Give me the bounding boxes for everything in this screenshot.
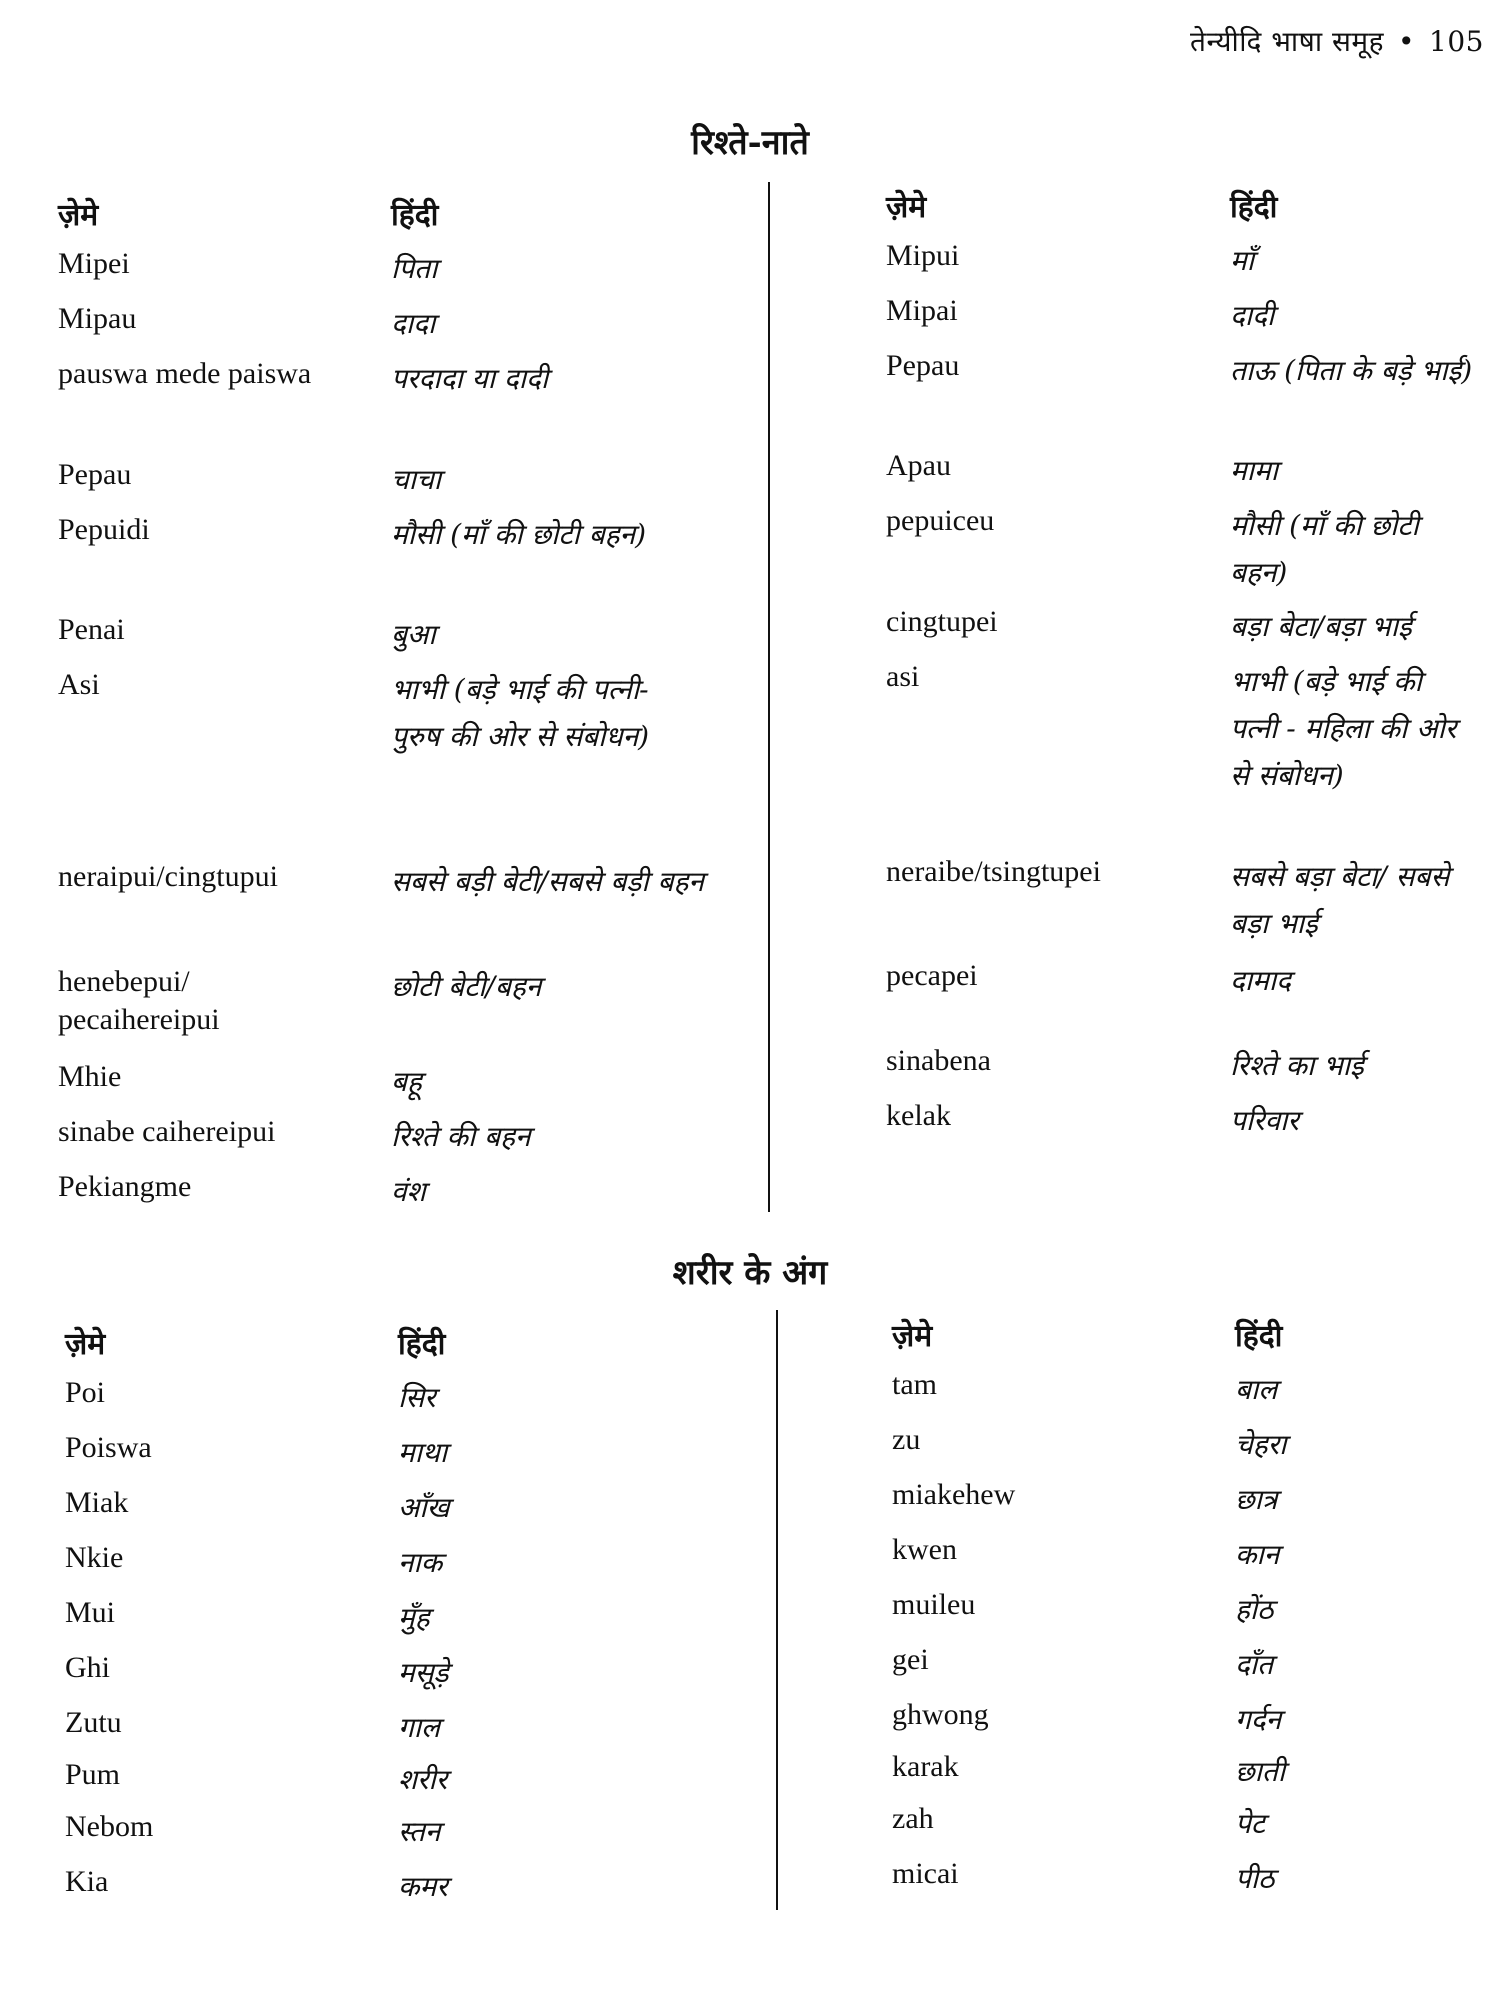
hindi-meaning: मौसी (माँ की छोटी बहन)	[1230, 509, 1419, 589]
zeme-word: neraibe/tsingtupei	[886, 855, 1101, 888]
zeme-word: Kia	[65, 1865, 109, 1898]
zeme-word: Pum	[65, 1758, 121, 1791]
hindi-meaning: आँख	[398, 1491, 450, 1524]
zeme-word: Penai	[58, 613, 125, 646]
hindi-meaning: दाँत	[1235, 1648, 1274, 1681]
zeme-word: muileu	[892, 1588, 976, 1621]
hindi-meaning: चेहरा	[1235, 1428, 1287, 1461]
hindi-meaning: रिश्ते की बहन	[391, 1120, 531, 1153]
hindi-meaning: परदादा या दादी	[391, 362, 549, 395]
zeme-word: karak	[892, 1750, 959, 1783]
zeme-word: pauswa mede paiswa	[58, 357, 312, 390]
zeme-word: kelak	[886, 1099, 951, 1132]
hindi-meaning: चाचा	[391, 463, 442, 496]
column-header-zeme: ज़ेमे	[892, 1319, 933, 1354]
hindi-meaning: छात्र	[1235, 1483, 1278, 1516]
hindi-meaning: मामा	[1230, 454, 1278, 487]
zeme-word: Ghi	[65, 1651, 110, 1684]
zeme-word: Mipai	[886, 294, 958, 327]
zeme-word: Mipei	[58, 247, 130, 280]
hindi-meaning: माथा	[398, 1436, 448, 1469]
zeme-word: Pepuidi	[58, 513, 150, 546]
zeme-word: miakehew	[892, 1478, 1016, 1511]
running-title: तेन्यीदि भाषा समूह	[1189, 25, 1385, 58]
zeme-word: sinabe caihereipui	[58, 1115, 276, 1148]
hindi-meaning: रिश्ते का भाई	[1230, 1049, 1364, 1082]
zeme-word: Mhie	[58, 1060, 122, 1093]
zeme-word: Miak	[65, 1486, 129, 1519]
column-header-zeme: ज़ेमे	[65, 1327, 106, 1362]
zeme-word: zu	[892, 1423, 921, 1456]
zeme-word: neraipui/cingtupui	[58, 860, 278, 893]
zeme-word: pecapei	[886, 959, 978, 992]
zeme-word: cingtupei	[886, 605, 998, 638]
hindi-meaning: मौसी (माँ की छोटी बहन)	[391, 518, 647, 551]
hindi-meaning: छाती	[1235, 1755, 1286, 1788]
hindi-meaning: स्तन	[398, 1815, 441, 1848]
zeme-word: asi	[886, 660, 920, 693]
zeme-word: Mui	[65, 1596, 116, 1629]
hindi-meaning: होंठ	[1235, 1593, 1274, 1626]
hindi-meaning: दादी	[1230, 299, 1275, 332]
hindi-meaning: भाभी (बड़े भाई की पत्नी - महिला की ओर से संबोधन)	[1230, 665, 1457, 792]
hindi-meaning: नाक	[398, 1546, 443, 1579]
hindi-meaning: बुआ	[391, 618, 436, 651]
column-header-hindi: हिंदी	[1235, 1319, 1283, 1354]
hindi-meaning: दामाद	[1230, 964, 1291, 997]
zeme-word: micai	[892, 1857, 959, 1890]
zeme-word: kwen	[892, 1533, 957, 1566]
hindi-meaning: बाल	[1235, 1373, 1278, 1406]
zeme-word: gei	[892, 1643, 929, 1676]
zeme-word: Poi	[65, 1376, 106, 1409]
column-divider-relations	[768, 182, 770, 1212]
zeme-word: Pepau	[58, 458, 132, 491]
header-bullet: •	[1398, 25, 1416, 58]
page-number: 105	[1429, 25, 1484, 58]
hindi-meaning: कमर	[398, 1870, 448, 1903]
hindi-meaning: गर्दन	[1235, 1703, 1282, 1736]
zeme-word: Mipui	[886, 239, 960, 272]
hindi-meaning: गाल	[398, 1711, 441, 1744]
column-header-hindi: हिंदी	[1230, 190, 1278, 225]
zeme-word: Poiswa	[65, 1431, 152, 1464]
column-header-zeme: ज़ेमे	[58, 198, 99, 233]
zeme-word: sinabena	[886, 1044, 991, 1077]
zeme-word: Pekiangme	[58, 1170, 192, 1203]
hindi-meaning: पेट	[1235, 1807, 1266, 1840]
hindi-meaning: सिर	[398, 1381, 436, 1414]
column-divider-body-parts	[776, 1310, 778, 1910]
section-title-body-parts: शरीर के अंग	[672, 1253, 828, 1293]
hindi-meaning: सबसे बड़ी बेटी/सबसे बड़ी बहन	[391, 865, 704, 898]
zeme-word: tam	[892, 1368, 937, 1401]
hindi-meaning: बड़ा बेटा/बड़ा भाई	[1230, 610, 1412, 643]
hindi-meaning: पीठ	[1235, 1862, 1275, 1895]
zeme-word: pepuiceu	[886, 504, 995, 537]
zeme-word: Mipau	[58, 302, 137, 335]
hindi-meaning: छोटी बेटी/बहन	[391, 970, 542, 1003]
hindi-meaning: बहू	[391, 1065, 422, 1098]
hindi-meaning: भाभी (बड़े भाई की पत्नी-पुरुष की ओर से संबोधन)	[391, 673, 650, 753]
hindi-meaning: कान	[1235, 1538, 1280, 1571]
zeme-word: Pepau	[886, 349, 960, 382]
hindi-meaning: ताऊ (पिता के बड़े भाई)	[1230, 354, 1473, 387]
zeme-word: henebepui/ pecaihereipui	[58, 965, 220, 1036]
zeme-word: Asi	[58, 668, 100, 701]
hindi-meaning: पिता	[391, 252, 438, 285]
hindi-meaning: सबसे बड़ा बेटा/ सबसे बड़ा भाई	[1230, 860, 1450, 940]
hindi-meaning: मुँह	[398, 1601, 430, 1634]
hindi-meaning: शरीर	[398, 1763, 448, 1796]
section-title-relations: रिश्ते-नाते	[691, 123, 809, 163]
column-header-hindi: हिंदी	[391, 198, 439, 233]
zeme-word: Zutu	[65, 1706, 122, 1739]
column-header-zeme: ज़ेमे	[886, 190, 927, 225]
running-header	[1190, 22, 1484, 60]
zeme-word: Nebom	[65, 1810, 154, 1843]
zeme-word: ghwong	[892, 1698, 989, 1731]
hindi-meaning: परिवार	[1230, 1104, 1299, 1137]
hindi-meaning: माँ	[1230, 244, 1254, 277]
zeme-word: Apau	[886, 449, 951, 482]
hindi-meaning: वंश	[391, 1175, 426, 1208]
zeme-word: Nkie	[65, 1541, 124, 1574]
zeme-word: zah	[892, 1802, 934, 1835]
hindi-meaning: मसूड़े	[398, 1656, 449, 1689]
column-header-hindi: हिंदी	[398, 1327, 446, 1362]
hindi-meaning: दादा	[391, 307, 436, 340]
